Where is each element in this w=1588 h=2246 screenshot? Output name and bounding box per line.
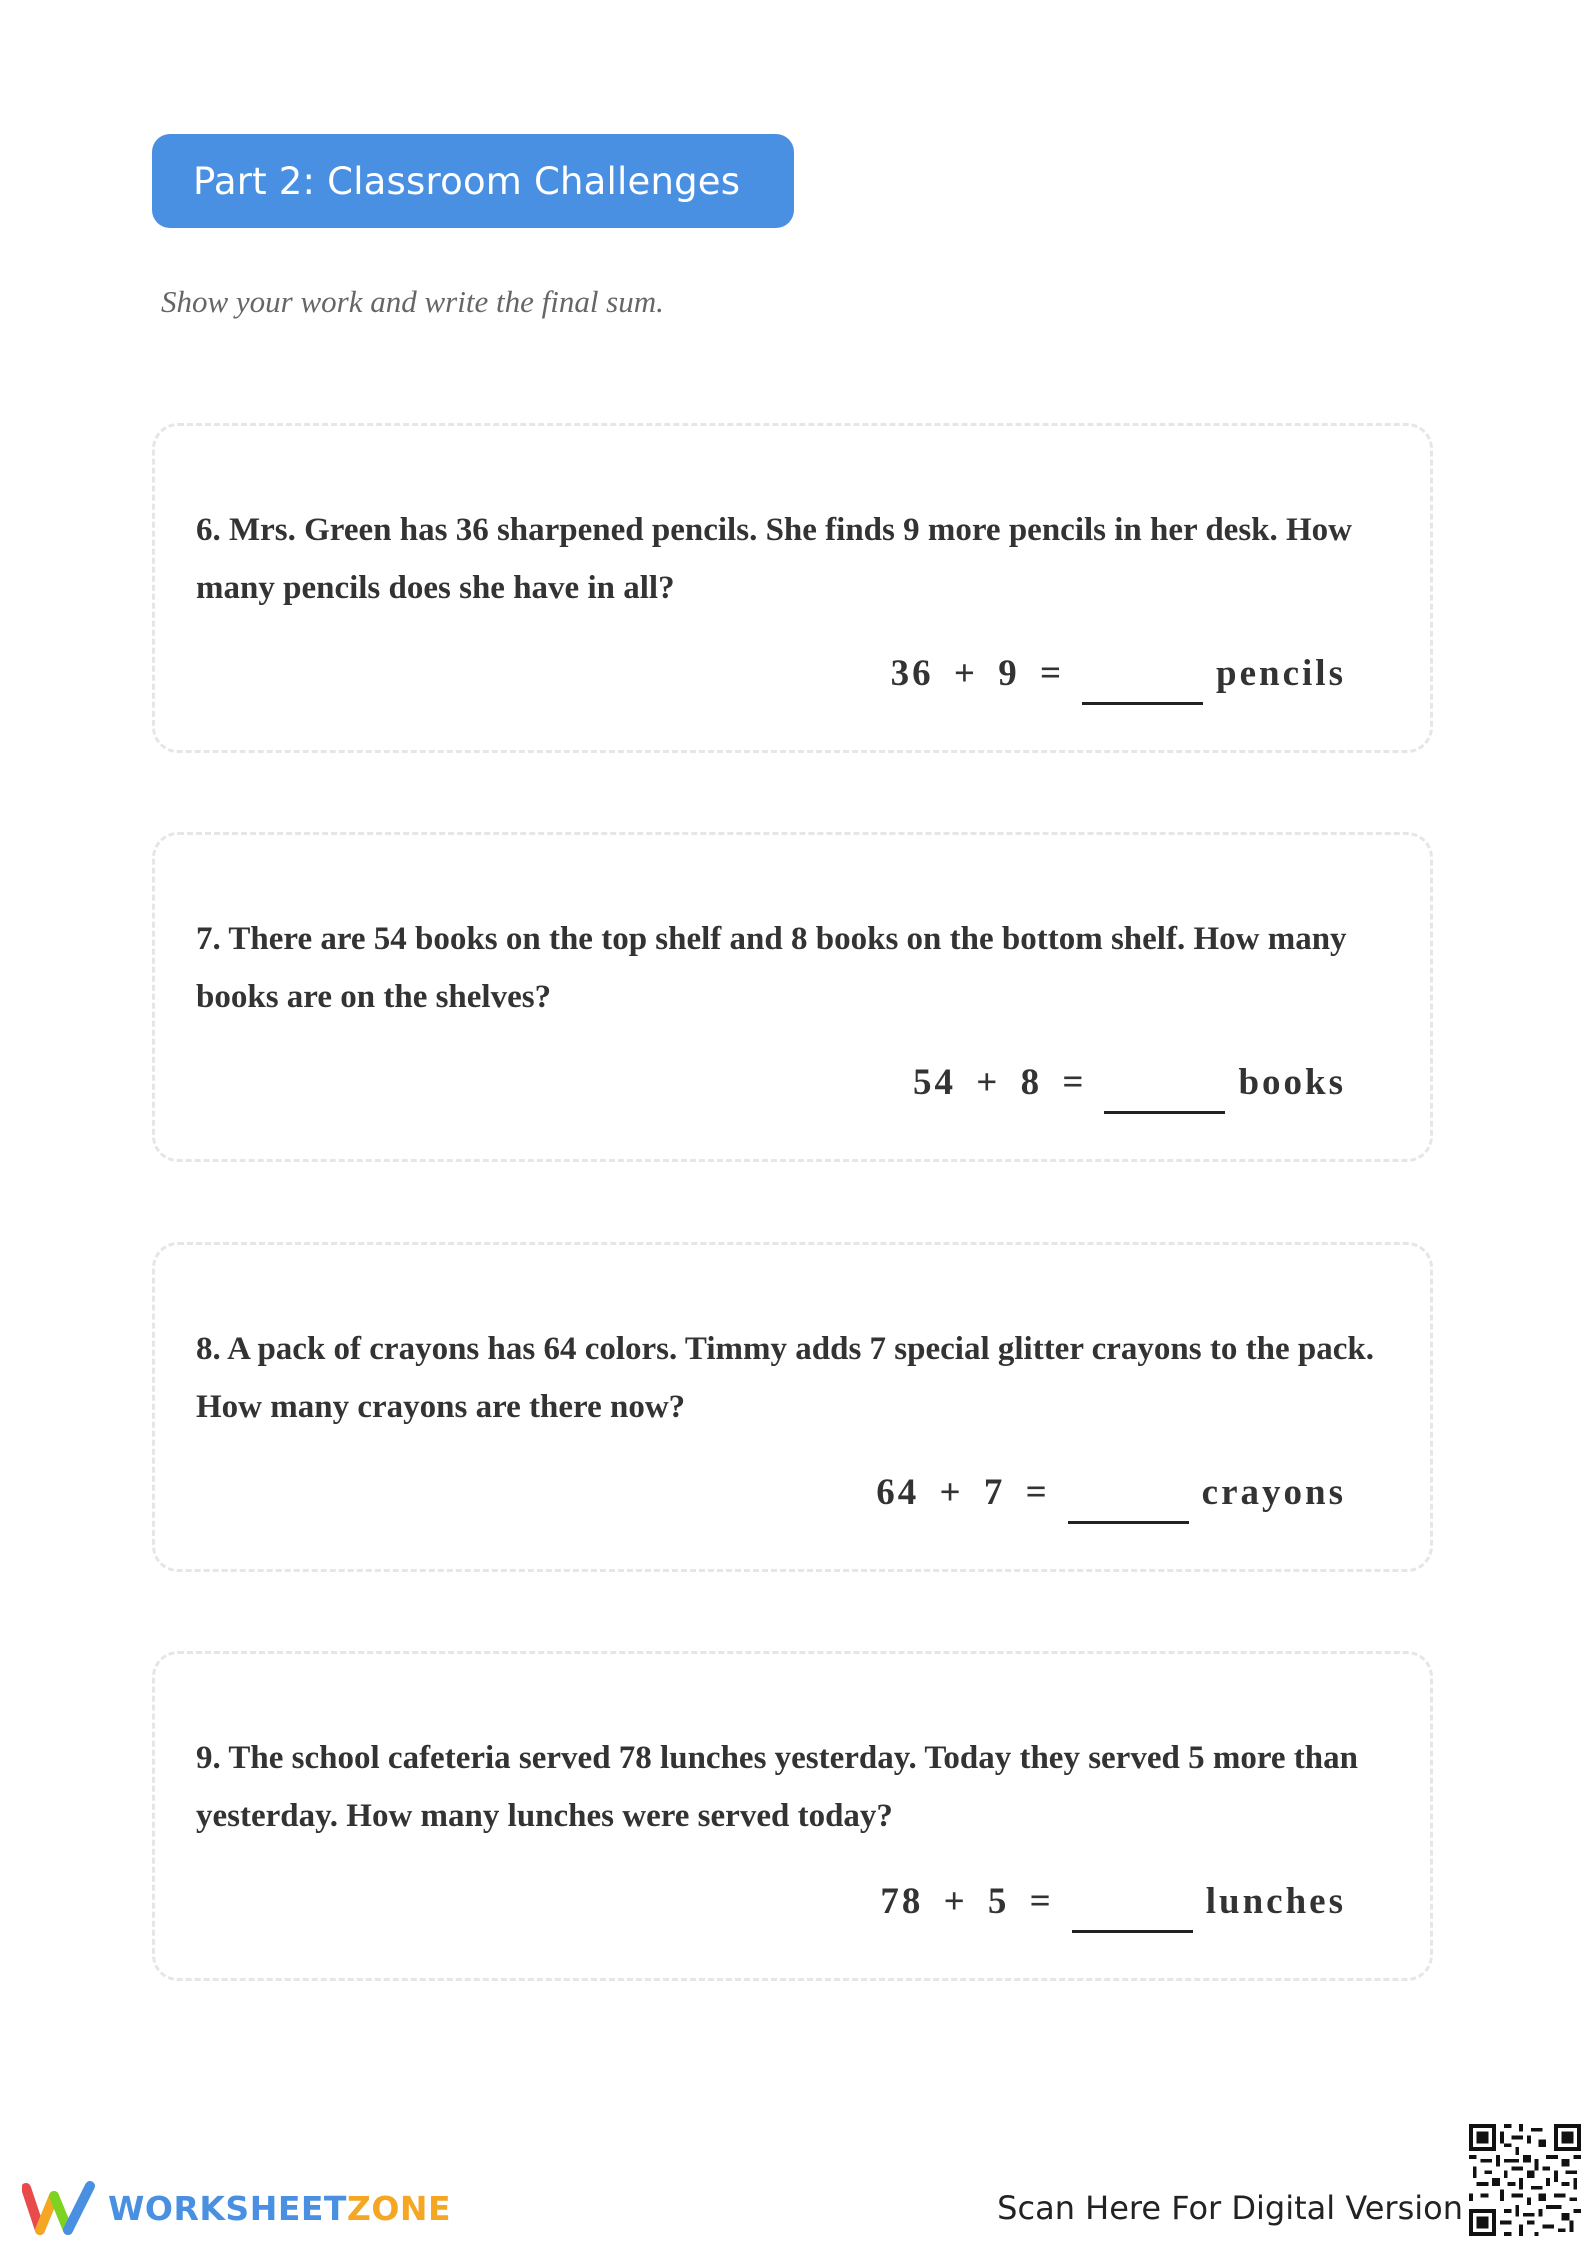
scan-label: Scan Here For Digital Version bbox=[997, 2189, 1463, 2227]
problem-card-6 bbox=[152, 423, 1433, 753]
brand-logo bbox=[22, 2180, 451, 2236]
worksheetzone-w-logo-icon bbox=[22, 2180, 96, 2236]
brand-name bbox=[108, 2189, 451, 2228]
problem-question: 7. There are 54 books on the top shelf and 8 books on the bottom shelf. How many books are on the shelves? bbox=[196, 921, 1347, 1015]
section-title: Part 2: Classroom Challenges bbox=[193, 159, 741, 203]
answer-unit: books bbox=[1238, 1062, 1346, 1103]
answer-blank[interactable] bbox=[1104, 1111, 1225, 1114]
problem-question: 8. A pack of crayons has 64 colors. Timmy adds 7 special glitter crayons to the pack. How many crayons are there now? bbox=[196, 1331, 1374, 1425]
problem-card-7 bbox=[152, 832, 1433, 1162]
equation-row bbox=[913, 1061, 1346, 1104]
equation-row bbox=[891, 652, 1346, 695]
equation-expression: 36 + 9 = bbox=[890, 653, 1065, 694]
answer-unit: crayons bbox=[1201, 1472, 1346, 1513]
answer-blank[interactable] bbox=[1068, 1521, 1189, 1524]
answer-unit: lunches bbox=[1205, 1881, 1346, 1922]
equation-expression: 54 + 8 = bbox=[913, 1062, 1087, 1103]
equation-row bbox=[880, 1880, 1346, 1923]
problem-card-8 bbox=[152, 1242, 1433, 1572]
problem-question: 9. The school cafeteria served 78 lunches yesterday. Today they served 5 more than yesterday. How many lunches were served today? bbox=[196, 1740, 1358, 1834]
answer-unit: pencils bbox=[1216, 653, 1346, 694]
problem-card-9 bbox=[152, 1651, 1433, 1981]
section-title-badge bbox=[152, 134, 794, 228]
brand-name-secondary: ZONE bbox=[346, 2188, 452, 2228]
qr-code-icon[interactable] bbox=[1469, 2124, 1581, 2236]
answer-blank[interactable] bbox=[1082, 702, 1203, 705]
equation-row bbox=[876, 1471, 1346, 1514]
brand-name-primary: WORKSHEET bbox=[108, 2188, 347, 2228]
problem-question: 6. Mrs. Green has 36 sharpened pencils. She finds 9 more pencils in her desk. How many pencils does she have in all? bbox=[196, 512, 1353, 606]
instructions-text: Show your work and write the final sum. bbox=[161, 284, 664, 319]
equation-expression: 64 + 7 = bbox=[876, 1472, 1050, 1513]
answer-blank[interactable] bbox=[1072, 1930, 1193, 1933]
equation-expression: 78 + 5 = bbox=[880, 1881, 1054, 1922]
